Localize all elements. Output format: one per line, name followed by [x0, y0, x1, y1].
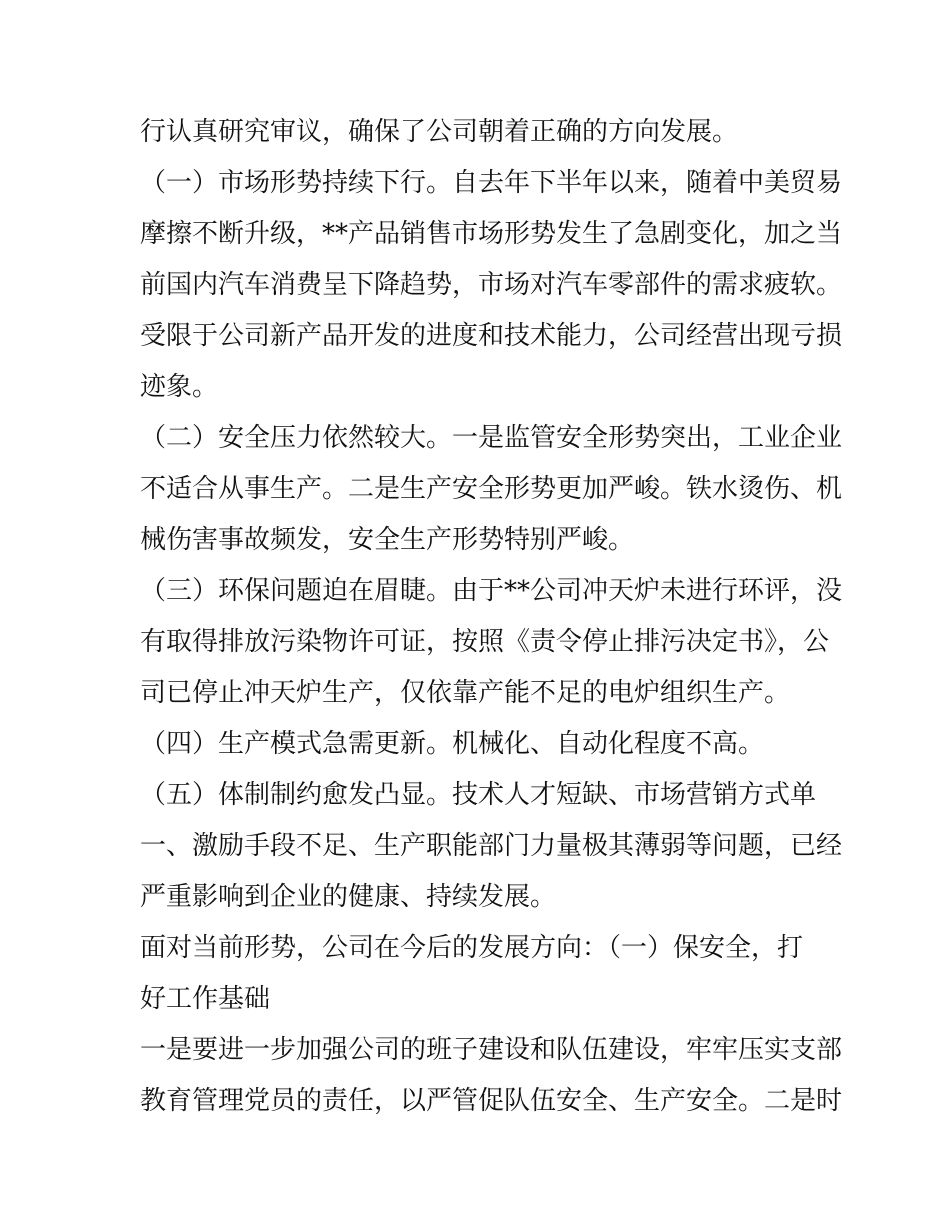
text-line: （一）市场形势持续下行。自去年下半年以来，随着中美贸易	[140, 168, 843, 198]
text-line: （四）生产模式急需更新。机械化、自动化程度不高。	[140, 729, 765, 759]
text-line: 一是要进一步加强公司的班子建设和队伍建设，牢牢压实支部	[140, 1035, 843, 1065]
text-line: 好工作基础	[140, 984, 271, 1014]
text-line: 受限于公司新产品开发的进度和技术能力，公司经营出现亏损	[140, 321, 843, 351]
text-line: （三）环保问题迫在眉睫。由于**公司冲天炉未进行环评，没	[140, 576, 843, 606]
text-line: 迹象。	[140, 372, 219, 402]
text-line: 前国内汽车消费呈下降趋势，市场对汽车零部件的需求疲软。	[140, 270, 843, 300]
text-line: 面对当前形势，公司在今后的发展方向：（一）保安全，打	[140, 933, 804, 963]
text-line: 不适合从事生产。二是生产安全形势更加严峻。铁水烫伤、机	[140, 474, 843, 504]
document-body	[140, 107, 843, 1127]
text-line: 司已停止冲天炉生产，仅依靠产能不足的电炉组织生产。	[140, 678, 791, 708]
text-line: 摩擦不断升级，**产品销售市场形势发生了急剧变化，加之当	[140, 219, 843, 249]
text-line: 一、激励手段不足、生产职能部门力量极其薄弱等问题，已经	[140, 831, 843, 861]
text-line: 有取得排放污染物许可证，按照《责令停止排污决定书》，公	[140, 627, 830, 657]
text-line: （五）体制制约愈发凸显。技术人才短缺、市场营销方式单	[140, 780, 817, 810]
text-line: 械伤害事故频发，安全生产形势特别严峻。	[140, 525, 635, 555]
text-line: 严重影响到企业的健康、持续发展。	[140, 882, 557, 912]
text-line: （二）安全压力依然较大。一是监管安全形势突出，工业企业	[140, 423, 843, 453]
text-line: 行认真研究审议，确保了公司朝着正确的方向发展。	[140, 117, 739, 147]
text-line: 教育管理党员的责任，以严管促队伍安全、生产安全。二是时	[140, 1086, 843, 1116]
